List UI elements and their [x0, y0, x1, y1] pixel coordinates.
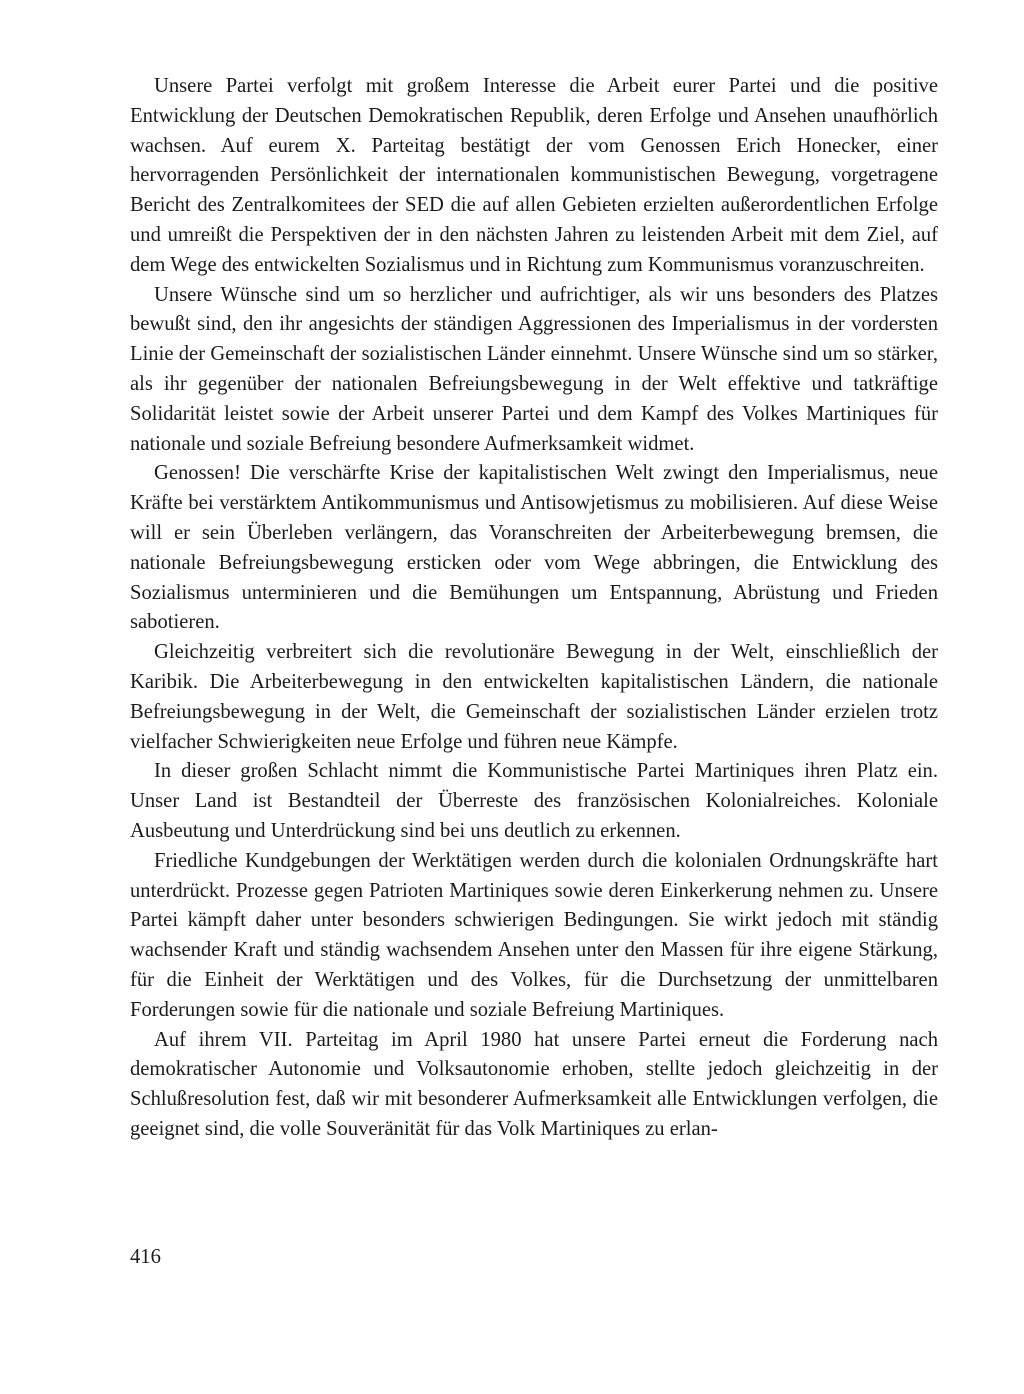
paragraph-5: In dieser großen Schlacht nimmt die Kommunistische Partei Martiniques ihren Platz ein. Unser Land ist Bestandteil der Überreste des französischen Kolonialreiches. Koloniale Ausbeutung und Unterdrückung sind bei uns deutlich zu erkennen. — [130, 760, 938, 842]
body-text — [130, 72, 938, 1145]
page-number: 416 — [130, 1246, 161, 1268]
paragraph-2: Unsere Wünsche sind um so herzlicher und aufrichtiger, als wir uns besonders des Platzes bewußt sind, den ihr angesichts der ständigen Aggressionen des Imperialismus in der vordersten Linie der Gemeinschaft der sozialistischen Länder einnehmt. Unsere Wünsche sind um so stärker, als ihr gegenüber der nationalen Befreiungsbewegung in der Welt effektive und tatkräftige Solidarität leistet sowie der Arbeit unserer Partei und dem Kampf des Volkes Martiniques für nationale und soziale Befreiung besondere Aufmerksamkeit widmet. — [130, 283, 938, 455]
paragraph-3: Genossen! Die verschärfte Krise der kapitalistischen Welt zwingt den Imperialismus, neue Kräfte bei verstärktem Antikommunismus und Antisowjetismus zu mobilisieren. Auf diese Weise will er sein Überleben verlängern, das Voranschreiten der Arbeiterbewegung bremsen, die nationale Befreiungsbewegung ersticken oder vom Wege abbringen, die Entwicklung des Sozialismus unterminieren und die Bemühungen um Entspannung, Abrüstung und Frieden sabotieren. — [130, 462, 938, 634]
paragraph-1: Unsere Partei verfolgt mit großem Interesse die Arbeit eurer Partei und die positive Entwicklung der Deutschen Demokratischen Republik, deren Erfolge und Ansehen unaufhörlich wachsen. Auf eurem X. Parteitag bestätigt der vom Genossen Erich Honecker, einer hervorragenden Persönlichkeit der internationalen kommunistischen Bewegung, vorgetragene Bericht des Zentralkomitees der SED die auf allen Gebieten erzielten außerordentlichen Erfolge und umreißt die Perspektiven der in den nächsten Jahren zu leistenden Arbeit mit dem Ziel, auf dem Wege des entwickelten Sozialismus und in Richtung zum Kommunismus voranzuschreiten. — [130, 75, 938, 276]
paragraph-4: Gleichzeitig verbreitert sich die revolutionäre Bewegung in der Welt, einschließlich der Karibik. Die Arbeiterbewegung in den entwickelten kapitalistischen Ländern, die nationale Befreiungsbewegung in der Welt, die Gemeinschaft der sozialistischen Länder erzielen trotz vielfacher Schwierigkeiten neue Erfolge und führen neue Kämpfe. — [130, 641, 938, 753]
paragraph-7: Auf ihrem VII. Parteitag im April 1980 hat unsere Partei erneut die Forderung nach demokratischer Autonomie und Volksautonomie erhoben, stellte jedoch gleichzeitig in der Schlußresolution fest, daß wir mit besonderer Aufmerksamkeit alle Entwicklungen verfolgen, die geeignet sind, die volle Souveränität für das Volk Martiniques zu erlan- — [130, 1028, 938, 1140]
paragraph-6: Friedliche Kundgebungen der Werktätigen werden durch die kolonialen Ordnungskräfte hart unterdrückt. Prozesse gegen Patrioten Martiniques sowie deren Einkerkerung nehmen zu. Unsere Partei kämpft daher unter besonders schwierigen Bedingungen. Sie wirkt jedoch mit ständig wachsender Kraft und ständig wachsendem Ansehen unter den Massen für ihre eigene Stärkung, für die Einheit der Werktätigen und des Volkes, für die Durchsetzung der unmittelbaren Forderungen sowie für die nationale und soziale Befreiung Martiniques. — [130, 849, 938, 1021]
